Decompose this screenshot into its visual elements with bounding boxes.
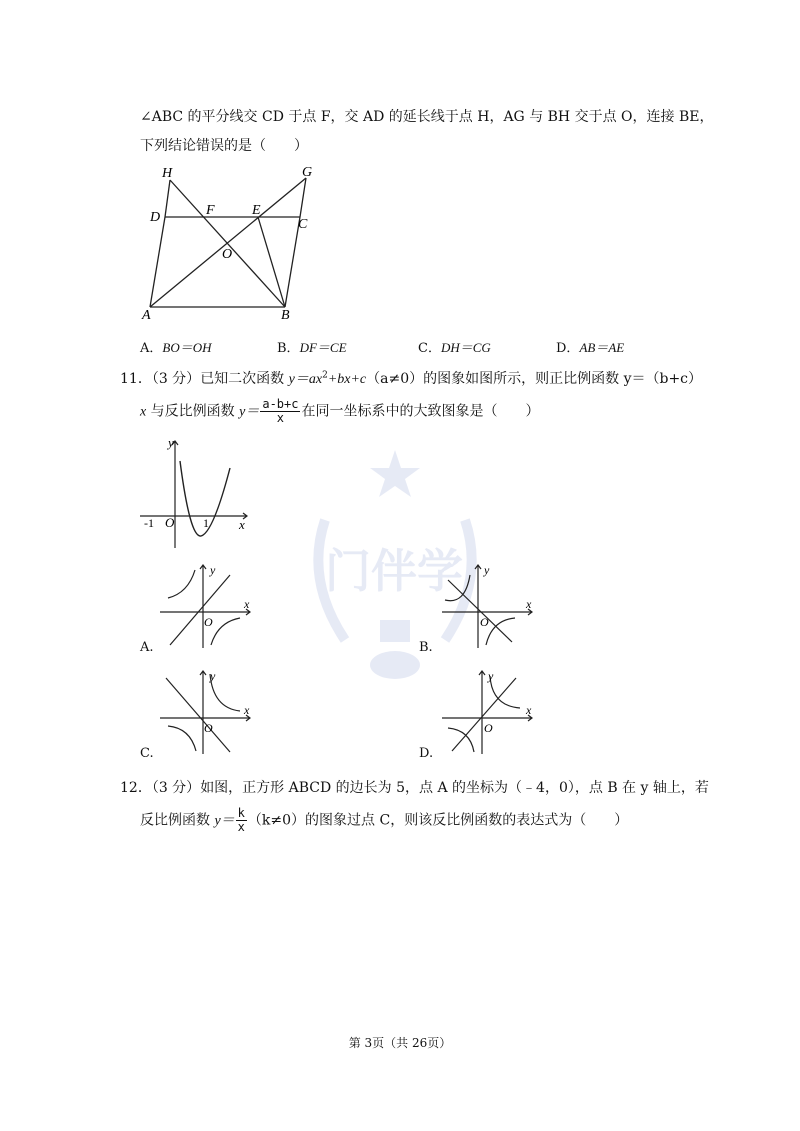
q11-option-a-letter: A. xyxy=(140,640,154,655)
label-C: C xyxy=(298,217,308,232)
c-origin-label: O xyxy=(204,721,213,735)
graph-one-label: 1 xyxy=(203,516,209,530)
label-E: E xyxy=(252,203,261,218)
q11-text-line2: x 与反比例函数 y＝ $\frac{a-b+c}{x}$ 在同一坐标系中的大致图象是（ ） xyxy=(140,397,540,425)
a-y-label: y xyxy=(210,563,216,577)
q11-text-line1: 11．（3 分）已知二次函数 $y=ax^2+bx+c(a\ne 0)$的图象如图所示，则正比例函数 y＝（b+c） xyxy=(120,370,703,387)
graph-origin-label: O xyxy=(165,515,175,530)
q10-text-line2: 下列结论错误的是（ ） xyxy=(140,138,308,154)
q11-option-c-graph xyxy=(158,666,258,756)
q11-option-d-letter: D. xyxy=(419,746,434,761)
b-origin-label: O xyxy=(480,615,489,629)
label-G: G xyxy=(302,165,313,180)
q11-fraction: $\frac{a-b+c}{x}$ xyxy=(262,397,299,425)
q11-score: （3 分） xyxy=(151,371,201,387)
d-y-label: y xyxy=(488,669,494,683)
watermark-text: 门伴学 xyxy=(325,544,463,598)
a-x-label: x xyxy=(244,597,250,611)
q10-option-c: C．DH＝CG xyxy=(418,340,491,356)
a-origin-label: O xyxy=(204,615,213,629)
b-x-label: x xyxy=(526,597,532,611)
label-H: H xyxy=(162,166,173,181)
q10-option-d: D．AB＝AE xyxy=(556,340,625,356)
graph-y-label: y xyxy=(168,435,174,450)
label-A: A xyxy=(142,308,151,323)
q12-text-line1: 12．（3 分）如图，正方形 ABCD 的边长为 5，点 A 的坐标为（﹣4，0），点 B 在 y 轴上，若 xyxy=(120,780,709,796)
b-y-label: y xyxy=(484,563,490,577)
q10-text-line1: ∠ABC 的平分线交 CD 于点 F，交 AD 的延长线于点 H，AG 与 BH 交于点 O，连接 BE， xyxy=(140,109,714,125)
q11-option-c-letter: C. xyxy=(140,746,154,761)
q12-fraction: $\frac{k}{x}$ xyxy=(237,806,245,834)
graph-neg1-label: -1 xyxy=(144,516,154,530)
q11-option-b-letter: B. xyxy=(419,640,433,655)
q11-option-d-graph xyxy=(440,666,540,756)
c-x-label: x xyxy=(244,703,250,717)
q10-option-b: B．DF＝CE xyxy=(277,340,347,356)
label-B: B xyxy=(281,308,290,323)
label-D: D xyxy=(150,210,161,225)
q11-option-b-graph xyxy=(440,560,540,650)
label-O: O xyxy=(222,247,233,262)
q10-option-a: A．BO＝OH xyxy=(140,340,212,356)
page-footer: 第 3页（共 26页） xyxy=(348,1036,452,1050)
q12-score: （3 分） xyxy=(151,780,201,796)
q11-option-a-graph xyxy=(158,560,258,650)
d-x-label: x xyxy=(526,703,532,717)
q11-parabola-graph xyxy=(135,433,255,553)
label-F: F xyxy=(206,203,215,218)
q11-number: 11． xyxy=(120,371,152,387)
graph-x-label: x xyxy=(239,517,245,532)
q12-text-line2: 反比例函数 y＝ $\frac{k}{x}$ （k≠0）的图象过点 C，则该反比例函数的表达式为（ ） xyxy=(140,806,629,834)
c-y-label: y xyxy=(210,669,216,683)
d-origin-label: O xyxy=(484,721,493,735)
q12-number: 12． xyxy=(120,780,152,796)
q10-figure xyxy=(140,160,330,325)
